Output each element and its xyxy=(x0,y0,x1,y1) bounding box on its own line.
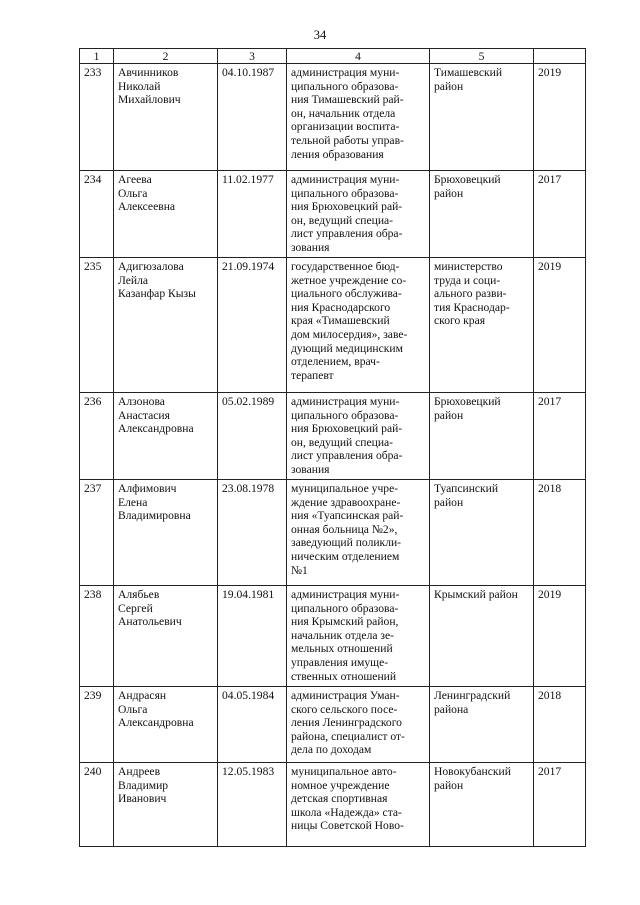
position-cell xyxy=(287,763,430,847)
position-line: начальник отдела зе- xyxy=(291,628,394,642)
position-line: дующий медицинским xyxy=(291,341,403,355)
position-cell xyxy=(287,480,430,586)
region-cell xyxy=(430,393,534,480)
column-header-1: 1 xyxy=(80,49,114,64)
person-name-line: Иванович xyxy=(118,792,167,806)
person-name-line: Александровна xyxy=(118,716,194,730)
position-cell xyxy=(287,258,430,393)
region-line: район xyxy=(434,778,464,792)
birth-date: 11.02.1977 xyxy=(218,171,287,258)
position-cell xyxy=(287,586,430,687)
row-number: 234 xyxy=(80,171,114,258)
year: 2018 xyxy=(534,687,586,763)
position-line: номное учреждение xyxy=(291,778,390,792)
person-name-line: Елена xyxy=(118,495,148,509)
year: 2019 xyxy=(534,586,586,687)
region-line: Ленинградский xyxy=(434,689,511,702)
person-name-cell xyxy=(114,687,218,763)
person-name-line: Алзонова xyxy=(118,395,165,408)
position-line: лист управления обра- xyxy=(291,227,403,241)
person-name-line: Алябьев xyxy=(118,588,160,601)
position-line: администрация муни- xyxy=(291,173,400,186)
row-number: 233 xyxy=(80,64,114,171)
person-name-line: Адигюзалова xyxy=(118,260,184,273)
position-line: он, начальник отдела xyxy=(291,106,396,120)
region-line: труда и соци- xyxy=(434,273,501,287)
row-number: 235 xyxy=(80,258,114,393)
person-name-line: Андрасян xyxy=(118,689,167,702)
region-line: района xyxy=(434,702,469,716)
position-line: ципального образова- xyxy=(291,601,399,615)
region-cell xyxy=(430,171,534,258)
position-line: тельной работы управ- xyxy=(291,133,404,147)
person-name-line: Алексеевна xyxy=(118,200,176,214)
person-name-cell xyxy=(114,258,218,393)
region-line: Брюховецкий xyxy=(434,173,501,186)
position-line: ния Брюховецкий рай- xyxy=(291,200,403,214)
row-number: 237 xyxy=(80,480,114,586)
table-row xyxy=(80,64,586,171)
position-line: ципального образова- xyxy=(291,408,399,422)
position-line: ского сельского посе- xyxy=(291,702,398,716)
person-name-cell xyxy=(114,763,218,847)
region-line: тия Краснодар- xyxy=(434,300,510,314)
region-cell xyxy=(430,258,534,393)
person-name-line: Анастасия xyxy=(118,408,170,422)
position-line: ждение здравоохране- xyxy=(291,495,401,509)
position-line: терапевт xyxy=(291,368,334,382)
region-line: район xyxy=(434,186,464,200)
table-row xyxy=(80,171,586,258)
position-line: дела по доходам xyxy=(291,743,372,757)
year: 2019 xyxy=(534,64,586,171)
position-line: администрация муни- xyxy=(291,66,400,79)
person-name-line: Владимировна xyxy=(118,509,191,523)
birth-date: 19.04.1981 xyxy=(218,586,287,687)
birth-date: 21.09.1974 xyxy=(218,258,287,393)
position-cell xyxy=(287,171,430,258)
position-line: детская спортивная xyxy=(291,792,388,806)
position-line: ническим отделением xyxy=(291,549,400,563)
region-cell xyxy=(430,687,534,763)
position-line: края «Тимашевский xyxy=(291,314,390,328)
person-name-line: Алфимович xyxy=(118,482,177,495)
position-line: ципального образова- xyxy=(291,186,399,200)
person-name-line: Михайлович xyxy=(118,93,181,107)
column-header-3: 3 xyxy=(218,49,287,64)
position-cell xyxy=(287,64,430,171)
header-row xyxy=(80,49,586,64)
position-line: администрация муни- xyxy=(291,588,400,601)
birth-date: 05.02.1989 xyxy=(218,393,287,480)
region-line: район xyxy=(434,495,464,509)
position-line: ления Ленинградского xyxy=(291,716,402,730)
region-cell xyxy=(430,763,534,847)
region-line: Новокубанский xyxy=(434,765,511,778)
region-line: Тимашевский xyxy=(434,66,503,79)
column-header-2: 2 xyxy=(114,49,218,64)
position-line: циального обслужива- xyxy=(291,287,402,301)
position-line: ципального образова- xyxy=(291,79,399,93)
table-row xyxy=(80,393,586,480)
year: 2018 xyxy=(534,480,586,586)
position-line: администрация Уман- xyxy=(291,689,400,702)
position-line: ния Крымский район, xyxy=(291,615,399,629)
position-line: ния Краснодарского xyxy=(291,300,391,314)
person-name-line: Владимир xyxy=(118,778,169,792)
person-name-cell xyxy=(114,171,218,258)
region-line: Крымский район xyxy=(434,588,518,601)
position-line: мельных отношений xyxy=(291,642,393,656)
position-line: зования xyxy=(291,240,330,254)
person-name-line: Андреев xyxy=(118,765,161,778)
table-row xyxy=(80,763,586,847)
person-name-line: Лейла xyxy=(118,273,149,287)
row-number: 238 xyxy=(80,586,114,687)
row-number: 239 xyxy=(80,687,114,763)
region-cell xyxy=(430,586,534,687)
region-line: ального разви- xyxy=(434,287,507,301)
position-line: отделением, врач- xyxy=(291,355,380,369)
position-line: организации воспита- xyxy=(291,120,400,134)
position-line: муниципальное авто- xyxy=(291,765,397,778)
person-name-cell xyxy=(114,64,218,171)
person-name-line: Ольга xyxy=(118,702,148,716)
position-line: управления имуще- xyxy=(291,655,389,669)
position-line: государственное бюд- xyxy=(291,260,400,273)
position-line: ния «Туапсинская рай- xyxy=(291,509,404,523)
person-name-line: Николай xyxy=(118,79,161,93)
column-header-4: 4 xyxy=(287,49,430,64)
position-cell xyxy=(287,393,430,480)
year: 2017 xyxy=(534,171,586,258)
position-line: муниципальное учре- xyxy=(291,482,399,495)
table-row xyxy=(80,258,586,393)
region-line: ского края xyxy=(434,314,486,328)
position-line: лист управления обра- xyxy=(291,449,403,463)
table-row xyxy=(80,586,586,687)
person-name-line: Сергей xyxy=(118,601,153,615)
person-name-line: Ольга xyxy=(118,186,148,200)
year: 2019 xyxy=(534,258,586,393)
position-line: №1 xyxy=(291,563,308,577)
position-line: дом милосердия», заве- xyxy=(291,327,408,341)
position-cell xyxy=(287,687,430,763)
region-line: министерство xyxy=(434,260,503,273)
position-line: онная больница №2», xyxy=(291,522,398,536)
position-line: зования xyxy=(291,462,330,476)
region-cell xyxy=(430,480,534,586)
position-line: ницы Советской Ново- xyxy=(291,819,404,833)
position-line: администрация муни- xyxy=(291,395,400,408)
position-line: заведующий поликли- xyxy=(291,536,402,550)
birth-date: 12.05.1983 xyxy=(218,763,287,847)
position-line: жетное учреждение со- xyxy=(291,273,407,287)
position-line: ния Брюховецкий рай- xyxy=(291,422,403,436)
page-number: 34 xyxy=(313,28,327,42)
person-name-cell xyxy=(114,393,218,480)
year: 2017 xyxy=(534,393,586,480)
row-number: 236 xyxy=(80,393,114,480)
position-line: района, специалист от- xyxy=(291,729,405,743)
year: 2017 xyxy=(534,763,586,847)
person-name-cell xyxy=(114,480,218,586)
position-line: ния Тимашевский рай- xyxy=(291,93,404,107)
person-name-line: Александровна xyxy=(118,422,194,436)
region-cell xyxy=(430,64,534,171)
table-row xyxy=(80,687,586,763)
region-line: район xyxy=(434,79,464,93)
table-row xyxy=(80,480,586,586)
position-line: ления образования xyxy=(291,147,384,161)
position-line: школа «Надежда» ста- xyxy=(291,805,402,819)
person-name-line: Авчинников xyxy=(118,66,179,79)
registry-table xyxy=(79,48,586,847)
column-header-6 xyxy=(534,49,586,64)
position-line: ственных отношений xyxy=(291,669,397,683)
birth-date: 04.05.1984 xyxy=(218,687,287,763)
position-line: он, ведущий специа- xyxy=(291,435,394,449)
region-line: район xyxy=(434,408,464,422)
region-line: Брюховецкий xyxy=(434,395,501,408)
person-name-line: Агеева xyxy=(118,173,152,186)
region-line: Туапсинский xyxy=(434,482,499,495)
position-line: он, ведущий специа- xyxy=(291,213,394,227)
column-header-5: 5 xyxy=(430,49,534,64)
person-name-cell xyxy=(114,586,218,687)
birth-date: 23.08.1978 xyxy=(218,480,287,586)
birth-date: 04.10.1987 xyxy=(218,64,287,171)
row-number: 240 xyxy=(80,763,114,847)
person-name-line: Казанфар Кызы xyxy=(118,287,196,301)
person-name-line: Анатольевич xyxy=(118,615,182,629)
